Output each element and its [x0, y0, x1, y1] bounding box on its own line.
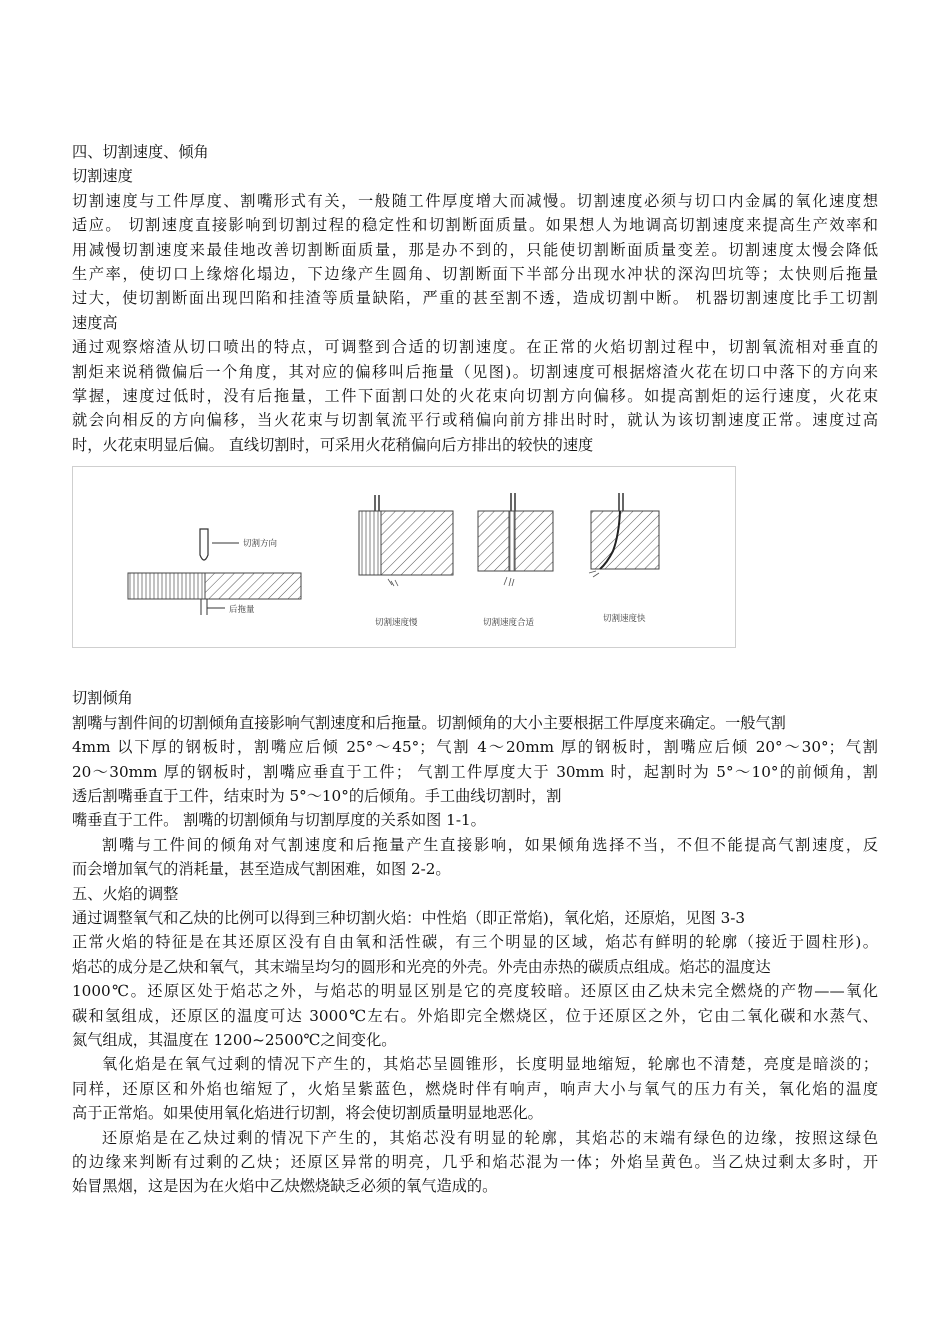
text-line: 同样，还原区和外焰也缩短了，火焰呈紫蓝色，燃烧时伴有响声，响声大小与氧气的压力有关，氧化焰的温度	[72, 1079, 878, 1098]
text-line: 20～30mm 厚的钢板时，割嘴应垂直于工件； 气割工件厚度大于 30mm 时，起割时为 5°～10°的前倾角，割	[72, 762, 878, 781]
figure-label-slow: 切割速度慢	[375, 618, 418, 629]
figure-label-direction: 切割方向	[243, 539, 278, 550]
normal-flame-paragraph	[72, 930, 878, 1052]
reducing-flame-paragraph	[72, 1126, 878, 1199]
text-line: 就会向相反的方向偏移，当火花束与切割氧流平行或稍偏向前方排出时时，就认为该切割速度正常。速度过高	[72, 411, 878, 430]
slow-speed-illustration	[359, 495, 453, 628]
text-line: 的边缘来判断有过剩的乙炔；还原区异常的明亮，几乎和焰芯混为一体；外焰呈黄色。当乙炔过剩太多时，开	[72, 1153, 878, 1171]
text-line: 始冒黑烟，这是因为在火焰中乙炔燃烧缺乏必须的氧气造成的。	[72, 1177, 498, 1196]
text-line: 氧化焰是在氧气过剩的情况下产生的，其焰芯呈圆锥形，长度明显地缩短，轮廓也不清楚，亮度是暗淡的；	[102, 1055, 878, 1074]
flame-types-line: 通过调整氧气和乙炔的比例可以得到三种切割火焰：中性焰（即正常焰)，氧化焰，还原焰，见图 3-3	[72, 908, 746, 927]
text-line: 而会增加氧气的消耗量，甚至造成气割困难，如图 2-2。	[72, 860, 451, 879]
text-line: 通过观察熔渣从切口喷出的特点，可调整到合适的切割速度。在正常的火焰切割过程中，切割氧流相对垂直的	[72, 338, 878, 357]
cutting-speed-figure	[72, 466, 736, 648]
text-line: 割嘴与工件间的倾角对气割速度和后拖量产生直接影响，如果倾角选择不当，不但不能提高气割速度，反	[102, 835, 878, 854]
text-line: 高于正常焰。如果使用氧化焰进行切割，将会使切割质量明显地恶化。	[72, 1104, 543, 1123]
text-line: 割炬来说稍微偏后一个角度，其对应的偏移叫后拖量（见图)。切割速度可根据熔渣火花在切口中落下的方向来	[72, 362, 878, 381]
text-line: 焰芯的成分是乙炔和氧气，其末端呈均匀的圆形和光亮的外壳。外壳由赤热的碳质点组成。焰芯的温度达	[72, 957, 771, 976]
cut-plate-right	[205, 573, 301, 599]
spacer	[72, 656, 878, 686]
section5-heading: 五、火焰的调整	[72, 884, 179, 903]
speed-paragraph-2	[72, 335, 878, 457]
drag-illustration	[128, 529, 301, 615]
document-body	[72, 140, 878, 1199]
torch-nozzle-icon	[200, 529, 208, 560]
speed-subheading: 切割速度	[72, 167, 133, 186]
text-line: 速度高	[72, 313, 118, 332]
figure-label-drag: 后拖量	[229, 605, 255, 616]
text-line: 氮气组成，其温度在 1200~2500℃之间变化。	[72, 1030, 397, 1049]
speed-paragraph-1	[72, 189, 878, 335]
figure-label-fast: 切割速度快	[603, 614, 646, 625]
spark-icon	[388, 579, 398, 586]
text-line: 时，火花束明显后偏。 直线切割时，可采用火花稍偏向后方排出的较快的速度	[72, 435, 594, 454]
text-line: 1000℃。还原区处于焰芯之外，与焰芯的明显区别是它的亮度较暗。还原区由乙炔未完全燃烧的产物——氧化	[72, 982, 878, 1001]
text-line: 掌握，速度过低时，没有后拖量，工件下面割口处的火花束向切割方向偏移。如提高割炬的运行速度，火花束	[72, 387, 878, 406]
spark-icon	[589, 571, 599, 577]
text-line: 还原焰是在乙炔过剩的情况下产生的，其焰芯没有明显的轮廓，其焰芯的末端有绿色的边缘，按照这绿色	[102, 1128, 878, 1147]
angle-paragraph-2	[72, 833, 878, 882]
angle-subheading: 切割倾角	[72, 689, 133, 708]
fast-speed-illustration	[589, 493, 659, 624]
text-line: 碳和氢组成，还原区的温度可达 3000℃左右。外焰即完全燃烧区，位于还原区之外，它由二氧化碳和水蒸气、	[72, 1006, 878, 1025]
text-line: 切割速度与工件厚度、割嘴形式有关，一般随工件厚度增大而减慢。切割速度必须与切口内金属的氧化速度想	[72, 191, 878, 210]
cutting-speed-diagram	[73, 467, 735, 647]
text-line: 4mm 以下厚的钢板时，割嘴应后倾 25°～45°；气割 4～20mm 厚的钢板时，割嘴应后倾 20°～30°；气割	[72, 738, 878, 757]
angle-paragraph-1	[72, 711, 878, 833]
text-line: 正常火焰的特征是在其还原区没有自由氧和活性碳，有三个明显的区域，焰芯有鲜明的轮廓（接近于圆柱形)。	[72, 933, 878, 952]
figure-label-proper: 切割速度合适	[483, 618, 535, 629]
text-line: 适应。 切割速度直接影响到切割过程的稳定性和切割断面质量。如果想人为地调高切割速度来提高生产效率和	[72, 216, 878, 235]
oxidizing-flame-paragraph	[72, 1052, 878, 1125]
spark-icon	[504, 577, 514, 586]
cut-plate-left	[128, 573, 205, 599]
proper-speed-illustration	[478, 493, 553, 628]
text-line: 割嘴与割件间的切割倾角直接影响气割速度和后拖量。切割倾角的大小主要根据工件厚度来确定。一般气割	[72, 713, 786, 732]
text-line: 过大，使切割断面出现凹陷和挂渣等质量缺陷，严重的甚至割不透，造成切割中断。 机器切割速度比手工切割	[72, 289, 878, 308]
section4-heading: 四、切割速度、倾角	[72, 143, 209, 161]
text-line: 用减慢切割速度来最佳地改善切割断面质量，那是办不到的，只能使切割断面质量变差。切割速度太慢会降低	[72, 240, 878, 259]
text-line: 嘴垂直于工件。 割嘴的切割倾角与切割厚度的关系如图 1-1。	[72, 811, 486, 830]
text-line: 生产率，使切口上缘熔化塌边，下边缘产生圆角、切割断面下半部分出现水冲状的深沟凹坑等；太快则后拖量	[72, 265, 878, 284]
text-line: 透后割嘴垂直于工件，结束时为 5°～10°的后倾角。手工曲线切割时，割	[72, 786, 562, 805]
